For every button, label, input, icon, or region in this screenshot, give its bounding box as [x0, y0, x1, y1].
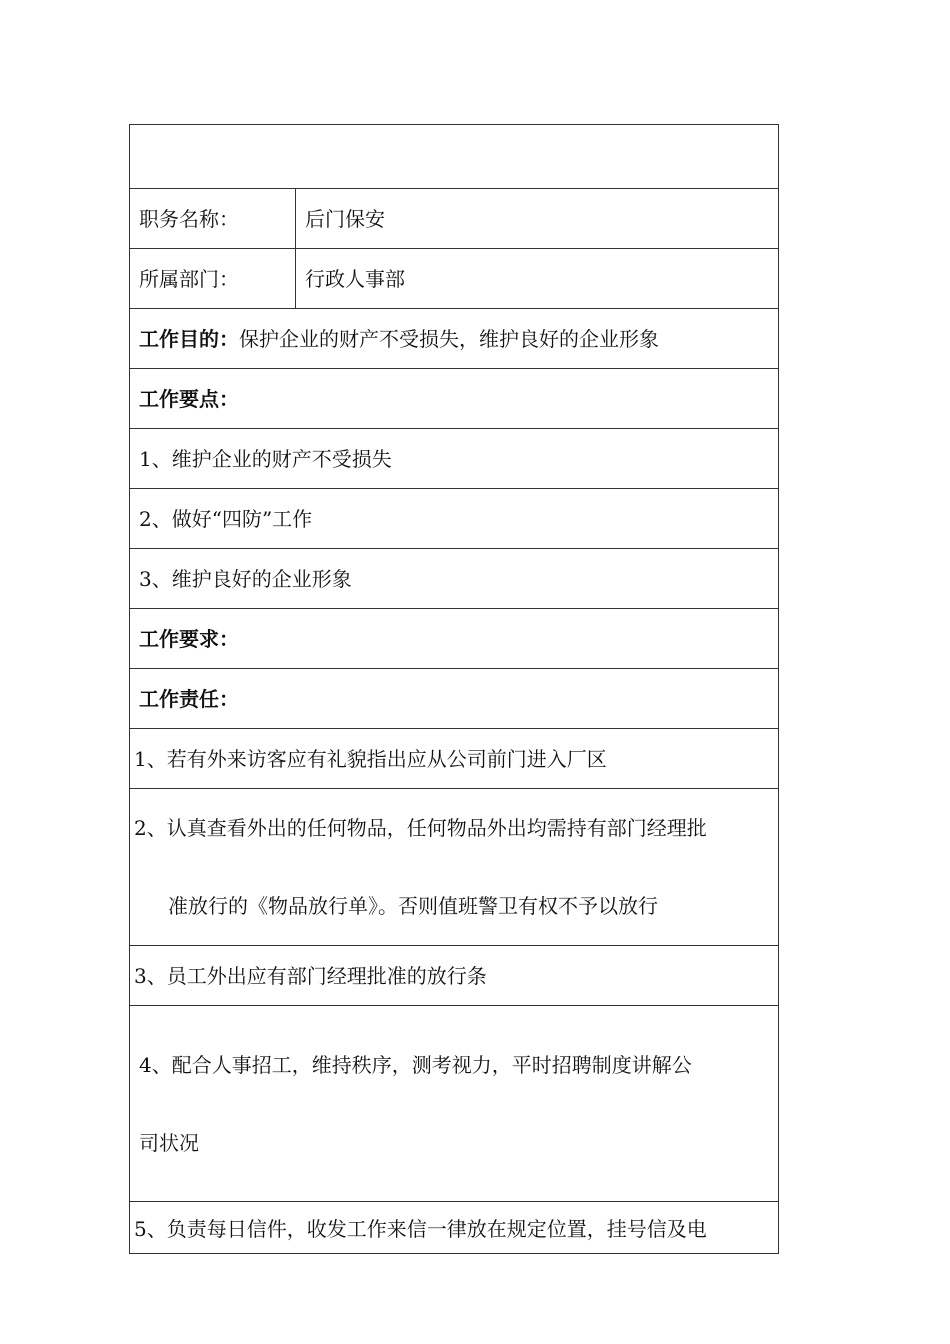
key-point-row — [130, 549, 779, 609]
key-points-label: 工作要点： — [130, 369, 779, 429]
key-point-item: 2、做好“四防”工作 — [130, 489, 779, 549]
department-label: 所属部门： — [130, 249, 296, 309]
key-points-header-row — [130, 369, 779, 429]
requirements-header-row — [130, 609, 779, 669]
responsibility-item-4-line-2: 司状况 — [139, 1130, 199, 1155]
key-point-item: 1、维护企业的财产不受损失 — [130, 429, 779, 489]
table-header-blank-row — [130, 125, 779, 189]
responsibility-item-3: 3、员工外出应有部门经理批准的放行条 — [130, 946, 779, 1006]
responsibility-row — [130, 789, 779, 946]
responsibility-row — [130, 1006, 779, 1202]
key-point-row — [130, 429, 779, 489]
department-value: 行政人事部 — [296, 249, 779, 309]
requirements-label: 工作要求： — [130, 609, 779, 669]
job-title-row — [130, 189, 779, 249]
responsibility-row — [130, 729, 779, 789]
responsibility-item-2-line-1: 2、认真查看外出的任何物品，任何物品外出均需持有部门经理批 — [134, 816, 707, 840]
purpose-row — [130, 309, 779, 369]
blank-cell — [130, 125, 779, 189]
purpose-label: 工作目的： — [139, 326, 239, 351]
responsibility-item-4-line-1: 4、配合人事招工，维持秩序，测考视力，平时招聘制度讲解公 — [139, 1052, 692, 1077]
job-title-value: 后门保安 — [296, 189, 779, 249]
job-title-label: 职务名称： — [130, 189, 296, 249]
responsibility-item-2-line-2: 准放行的《物品放行单》。否则值班警卫有权不予以放行 — [168, 894, 658, 918]
responsibilities-label: 工作责任： — [130, 669, 779, 729]
responsibility-row — [130, 946, 779, 1006]
key-point-row — [130, 489, 779, 549]
responsibility-item-2 — [130, 789, 779, 946]
job-description-table — [129, 124, 779, 1254]
responsibility-row — [130, 1202, 779, 1254]
responsibility-item-5: 5、负责每日信件，收发工作来信一律放在规定位置，挂号信及电 — [130, 1202, 779, 1254]
responsibilities-header-row — [130, 669, 779, 729]
purpose-cell — [130, 309, 779, 369]
key-point-item: 3、维护良好的企业形象 — [130, 549, 779, 609]
responsibility-item-4 — [130, 1006, 779, 1202]
department-row — [130, 249, 779, 309]
purpose-text: 保护企业的财产不受损失，维护良好的企业形象 — [239, 326, 659, 351]
responsibility-item-1: 1、若有外来访客应有礼貌指出应从公司前门进入厂区 — [130, 729, 779, 789]
